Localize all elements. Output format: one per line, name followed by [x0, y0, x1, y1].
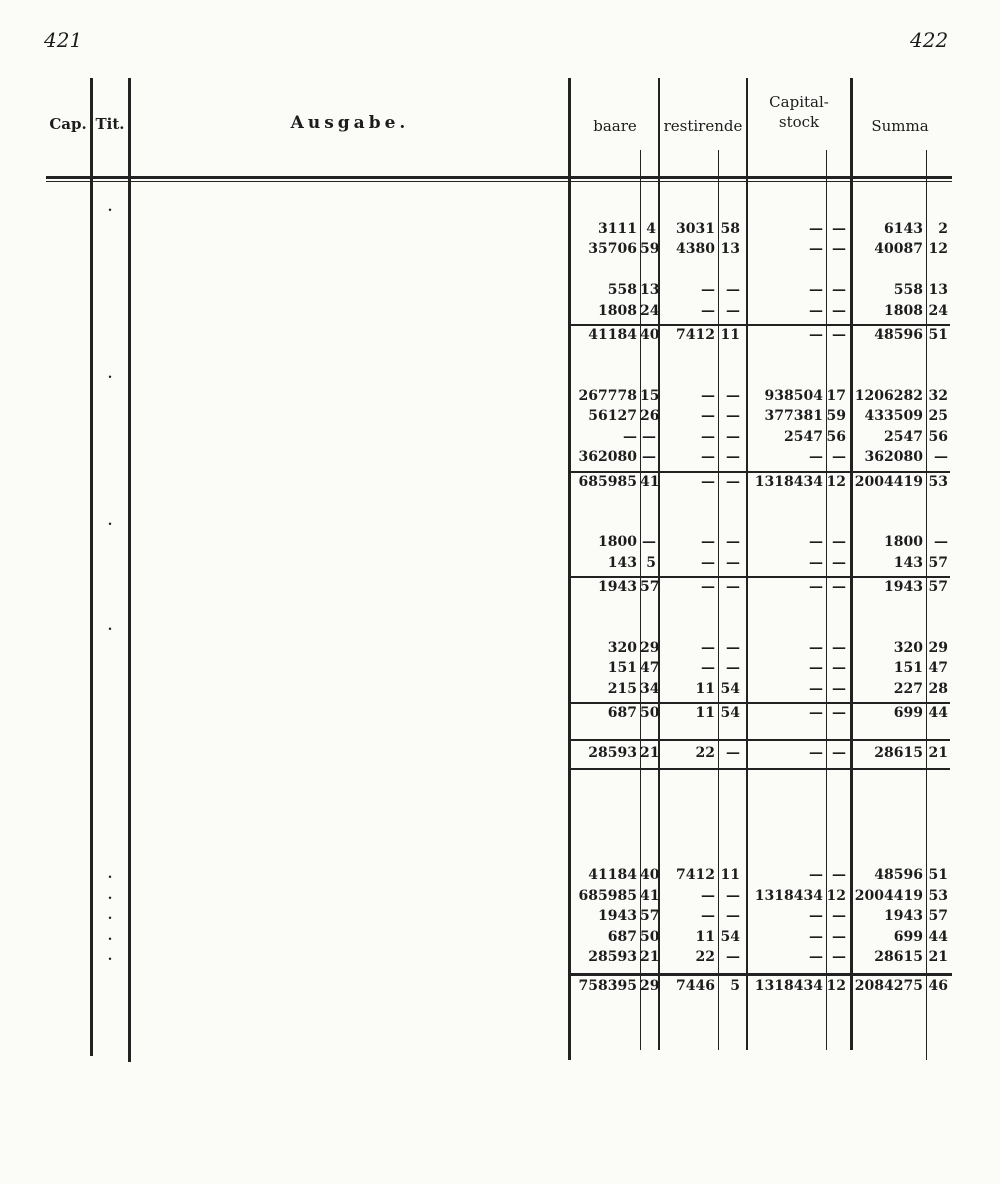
- row-r-fl: —: [701, 660, 715, 676]
- row-s-fl: 40087: [874, 241, 923, 257]
- header-baare: baare: [593, 117, 637, 135]
- row-b-fl: 3111: [598, 220, 637, 237]
- row-c-fl: —: [809, 220, 823, 237]
- row-r-fl: 22: [695, 745, 715, 761]
- sum-c-kr: —: [832, 705, 846, 721]
- row-c-fl: —: [809, 449, 823, 465]
- recap-c-fl: —: [809, 908, 823, 924]
- sum-rule: [570, 471, 950, 473]
- row-b-kr: —: [642, 428, 656, 445]
- recap-tit-dot: .: [107, 949, 113, 964]
- row-c-kr: 59: [826, 408, 846, 424]
- row-c-kr: —: [832, 639, 846, 656]
- row-b-fl: 151: [607, 660, 637, 676]
- row-s-kr: 29: [928, 639, 948, 656]
- recap-r-fl: 22: [695, 949, 715, 965]
- recap-b-fl: 1943: [598, 908, 637, 924]
- row-b-kr: 13: [640, 282, 660, 298]
- row-b-kr: 21: [640, 745, 660, 761]
- row-c-fl: 2547: [784, 428, 823, 445]
- sum-c-kr: —: [832, 327, 846, 343]
- row-r-fl: —: [701, 449, 715, 465]
- recap-r-fl: —: [701, 908, 715, 924]
- total-b-fl: 758395: [578, 977, 637, 994]
- sum-rule: [570, 702, 950, 704]
- row-c-fl: —: [809, 639, 823, 656]
- recap-c-kr: —: [832, 949, 846, 965]
- recap-s-fl: 2004419: [854, 887, 923, 904]
- sum-s-kr: 44: [928, 705, 948, 721]
- recap-r-kr: —: [726, 887, 740, 904]
- row-c-kr: —: [832, 534, 846, 550]
- row-s-kr: 13: [928, 282, 948, 298]
- row-b-fl: 558: [607, 282, 637, 298]
- row-b-kr: 4: [646, 220, 656, 237]
- recap-c-fl: —: [809, 867, 823, 883]
- row-s-fl: 558: [893, 282, 923, 298]
- row-c-fl: —: [809, 554, 823, 571]
- recap-s-kr: 53: [928, 887, 948, 904]
- row-c-fl: —: [809, 302, 823, 319]
- row-s-fl: 143: [893, 554, 923, 571]
- recap-b-fl: 685985: [578, 887, 637, 904]
- sum-b-fl: 41184: [588, 327, 637, 343]
- row-s-fl: 1206282: [854, 387, 923, 404]
- row-r-fl: —: [701, 387, 715, 404]
- sum-b-kr: 40: [640, 327, 660, 343]
- header-ausgabe: Ausgabe.: [290, 113, 410, 133]
- row-s-fl: 433509: [864, 408, 923, 424]
- sum-c-kr: —: [832, 579, 846, 595]
- section-tit-dot: .: [107, 200, 113, 215]
- recap-c-fl: —: [809, 928, 823, 945]
- row-s-fl: 362080: [864, 449, 923, 465]
- row-r-fl: 4380: [676, 241, 715, 257]
- header-rule-2: [46, 181, 952, 182]
- recap-s-kr: 44: [928, 928, 948, 945]
- row-r-fl: —: [701, 428, 715, 445]
- recap-r-fl: —: [701, 887, 715, 904]
- recap-r-kr: 11: [720, 867, 740, 883]
- sum-b-fl: 685985: [578, 473, 637, 490]
- sum-b-kr: 41: [640, 473, 660, 490]
- sum-r-kr: 54: [720, 705, 740, 721]
- sum-b-kr: 57: [640, 579, 660, 595]
- sum-r-fl: —: [701, 473, 715, 490]
- row-s-fl: 227: [893, 680, 923, 697]
- row-c-kr: —: [832, 745, 846, 761]
- recap-b-kr: 50: [640, 928, 660, 945]
- row-r-kr: —: [726, 554, 740, 571]
- sum-rule: [570, 739, 950, 741]
- row-c-kr: —: [832, 241, 846, 257]
- sum-c-fl: —: [809, 579, 823, 595]
- row-b-fl: 143: [607, 554, 637, 571]
- recap-r-kr: —: [726, 908, 740, 924]
- row-b-kr: 5: [646, 554, 656, 571]
- row-s-kr: 2: [938, 220, 948, 237]
- row-c-fl: 938504: [764, 387, 823, 404]
- recap-s-kr: 21: [928, 949, 948, 965]
- row-r-kr: —: [726, 408, 740, 424]
- header-rule: [46, 176, 952, 179]
- section-tit-dot: .: [107, 619, 113, 634]
- row-s-kr: 32: [928, 387, 948, 404]
- sum-r-kr: —: [726, 579, 740, 595]
- row-b-fl: 1808: [598, 302, 637, 319]
- row-b-kr: 29: [640, 639, 660, 656]
- recap-r-fl: 7412: [676, 867, 715, 883]
- recap-b-fl: 41184: [588, 867, 637, 883]
- row-r-fl: 11: [695, 680, 715, 697]
- recap-s-fl: 48596: [874, 867, 923, 883]
- row-r-kr: —: [726, 745, 740, 761]
- row-r-fl: —: [701, 282, 715, 298]
- grand-total-rule: [570, 973, 952, 976]
- sum-s-fl: 699: [893, 705, 923, 721]
- recap-r-kr: —: [726, 949, 740, 965]
- row-s-kr: 21: [928, 745, 948, 761]
- row-c-fl: —: [809, 680, 823, 697]
- row-r-kr: —: [726, 639, 740, 656]
- row-b-kr: 24: [640, 302, 660, 319]
- row-b-fl: —: [623, 428, 637, 445]
- recap-b-fl: 687: [607, 928, 637, 945]
- total-r-fl: 7446: [676, 977, 715, 994]
- sum-s-fl: 2004419: [854, 473, 923, 490]
- row-b-fl: 215: [607, 680, 637, 697]
- sum-c-fl: —: [809, 705, 823, 721]
- row-s-kr: 57: [928, 554, 948, 571]
- recap-c-kr: —: [832, 928, 846, 945]
- row-r-kr: —: [726, 302, 740, 319]
- row-r-kr: 54: [720, 680, 740, 697]
- recap-b-fl: 28593: [588, 949, 637, 965]
- sum-rule: [570, 768, 950, 770]
- row-r-kr: —: [726, 534, 740, 550]
- row-c-kr: 56: [826, 428, 846, 445]
- row-r-fl: —: [701, 554, 715, 571]
- row-b-kr: 34: [640, 680, 660, 697]
- recap-r-fl: 11: [695, 928, 715, 945]
- column-rule-1: [128, 78, 131, 1062]
- sum-r-kr: 11: [720, 327, 740, 343]
- row-r-kr: —: [726, 428, 740, 445]
- row-c-fl: —: [809, 745, 823, 761]
- row-s-fl: 6143: [884, 220, 923, 237]
- row-c-kr: —: [832, 554, 846, 571]
- column-rule-3: [658, 78, 660, 1050]
- row-r-fl: —: [701, 639, 715, 656]
- sum-rule: [570, 576, 950, 578]
- row-b-kr: 15: [640, 387, 660, 404]
- recap-c-kr: —: [832, 867, 846, 883]
- page-number-right: 422: [910, 28, 949, 52]
- row-c-fl: 377381: [764, 408, 823, 424]
- sum-s-fl: 48596: [874, 327, 923, 343]
- header-summa: Summa: [871, 117, 929, 135]
- sum-rule: [570, 324, 950, 326]
- row-c-kr: —: [832, 660, 846, 676]
- sum-r-fl: —: [701, 579, 715, 595]
- recap-b-kr: 40: [640, 867, 660, 883]
- row-r-kr: —: [726, 449, 740, 465]
- sum-s-kr: 53: [928, 473, 948, 490]
- row-c-fl: —: [809, 534, 823, 550]
- row-b-kr: —: [642, 534, 656, 550]
- recap-c-kr: —: [832, 908, 846, 924]
- row-b-kr: 59: [640, 241, 660, 257]
- row-r-kr: —: [726, 387, 740, 404]
- row-b-fl: 35706: [588, 241, 637, 257]
- row-s-fl: 28615: [874, 745, 923, 761]
- sum-c-fl: 1318434: [754, 473, 823, 490]
- row-s-kr: 56: [928, 428, 948, 445]
- row-c-kr: —: [832, 282, 846, 298]
- row-c-fl: —: [809, 660, 823, 676]
- sum-s-kr: 57: [928, 579, 948, 595]
- row-s-kr: —: [934, 534, 948, 550]
- sum-s-fl: 1943: [884, 579, 923, 595]
- recap-tit-dot: .: [107, 887, 113, 903]
- sum-b-fl: 1943: [598, 579, 637, 595]
- column-rule-4: [746, 78, 748, 1050]
- total-c-fl: 1318434: [754, 977, 823, 994]
- recap-tit-dot: .: [107, 928, 113, 944]
- row-r-kr: 13: [720, 241, 740, 257]
- row-s-fl: 151: [893, 660, 923, 676]
- row-s-fl: 320: [893, 639, 923, 656]
- page-number-left: 421: [44, 28, 83, 52]
- total-r-kr: 5: [730, 977, 740, 994]
- sum-s-kr: 51: [928, 327, 948, 343]
- row-r-fl: —: [701, 534, 715, 550]
- row-s-kr: —: [934, 449, 948, 465]
- row-s-fl: 1800: [884, 534, 923, 550]
- row-b-kr: —: [642, 449, 656, 465]
- row-b-kr: 47: [640, 660, 660, 676]
- sum-r-kr: —: [726, 473, 740, 490]
- recap-s-kr: 51: [928, 867, 948, 883]
- row-c-kr: —: [832, 220, 846, 237]
- row-r-fl: —: [701, 302, 715, 319]
- header-cap: Cap.: [49, 115, 87, 133]
- row-c-kr: —: [832, 302, 846, 319]
- recap-tit-dot: .: [107, 867, 113, 882]
- sum-r-fl: 7412: [676, 327, 715, 343]
- row-s-kr: 28: [928, 680, 948, 697]
- recap-c-fl: 1318434: [754, 887, 823, 904]
- row-r-fl: 3031: [676, 220, 715, 237]
- recap-b-kr: 57: [640, 908, 660, 924]
- row-s-kr: 12: [928, 241, 948, 257]
- header-tit: Tit.: [95, 115, 125, 133]
- sum-b-fl: 687: [607, 705, 637, 721]
- recap-s-fl: 1943: [884, 908, 923, 924]
- row-r-kr: —: [726, 282, 740, 298]
- recap-b-kr: 41: [640, 887, 660, 904]
- row-s-kr: 47: [928, 660, 948, 676]
- header-restirende: restirende: [663, 117, 743, 135]
- sum-c-fl: —: [809, 327, 823, 343]
- header-capitalstock: Capital-stock: [769, 93, 829, 131]
- row-c-fl: —: [809, 241, 823, 257]
- column-rule-2: [568, 78, 571, 1060]
- section-tit-dot: .: [107, 513, 113, 529]
- total-s-fl: 2084275: [854, 977, 923, 994]
- row-r-fl: —: [701, 408, 715, 424]
- row-s-kr: 24: [928, 302, 948, 319]
- recap-c-kr: 12: [826, 887, 846, 904]
- sum-c-kr: 12: [826, 473, 846, 490]
- row-b-fl: 28593: [588, 745, 637, 761]
- recap-tit-dot: .: [107, 908, 113, 923]
- row-b-fl: 320: [607, 639, 637, 656]
- row-c-kr: —: [832, 449, 846, 465]
- row-b-fl: 1800: [598, 534, 637, 550]
- total-c-kr: 12: [826, 977, 846, 994]
- row-b-fl: 362080: [578, 449, 637, 465]
- row-s-fl: 1808: [884, 302, 923, 319]
- row-c-kr: —: [832, 680, 846, 697]
- row-s-kr: 25: [928, 408, 948, 424]
- recap-s-fl: 699: [893, 928, 923, 945]
- recap-b-kr: 21: [640, 949, 660, 965]
- row-b-kr: 26: [640, 408, 660, 424]
- recap-c-fl: —: [809, 949, 823, 965]
- total-s-kr: 46: [928, 977, 948, 994]
- row-r-kr: —: [726, 660, 740, 676]
- row-c-kr: 17: [826, 387, 846, 404]
- row-r-kr: 58: [720, 220, 740, 237]
- section-tit-dot: .: [107, 367, 113, 382]
- recap-s-fl: 28615: [874, 949, 923, 965]
- recap-r-kr: 54: [720, 928, 740, 945]
- row-b-fl: 267778: [578, 387, 637, 404]
- row-c-fl: —: [809, 282, 823, 298]
- row-b-fl: 56127: [588, 408, 637, 424]
- total-b-kr: 29: [640, 977, 660, 994]
- recap-s-kr: 57: [928, 908, 948, 924]
- row-s-fl: 2547: [884, 428, 923, 445]
- sum-b-kr: 50: [640, 705, 660, 721]
- sum-r-fl: 11: [695, 705, 715, 721]
